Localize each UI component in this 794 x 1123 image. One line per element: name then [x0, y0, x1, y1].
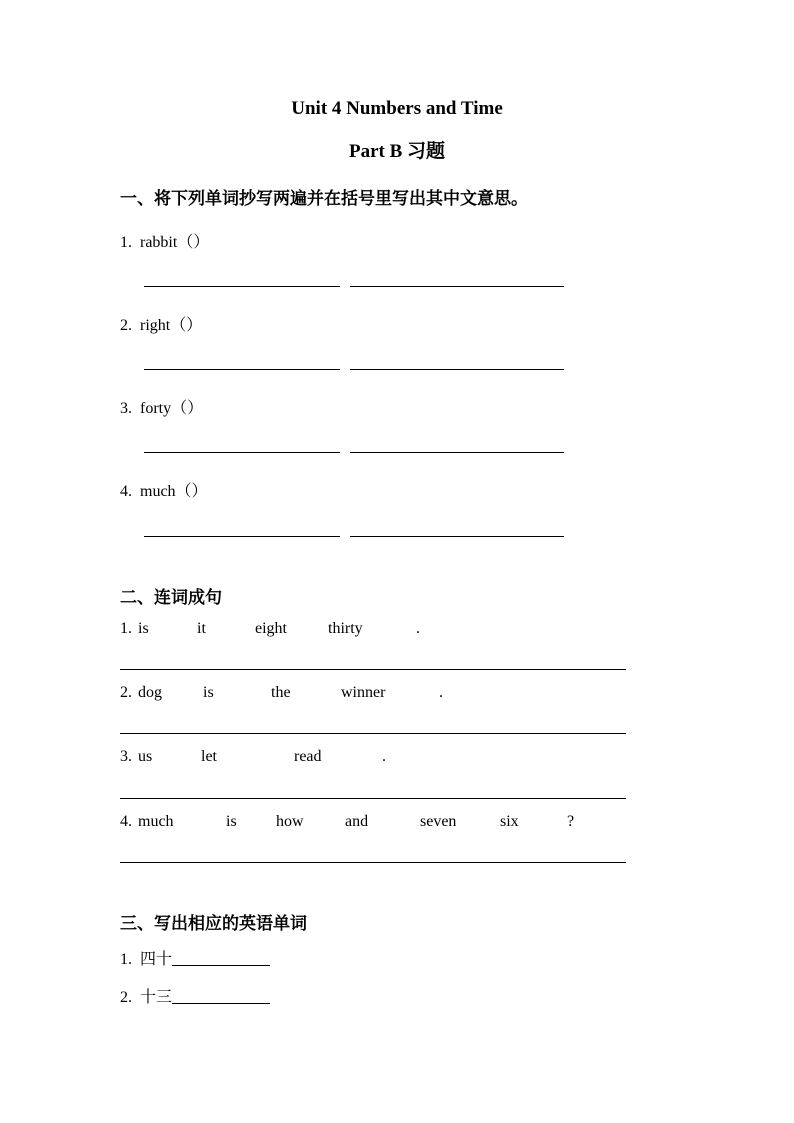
- scrambled-word: eight: [255, 620, 287, 637]
- item-number: 2.: [120, 989, 132, 1006]
- section1-heading: 一、将下列单词抄写两遍并在括号里写出其中文意思。: [120, 189, 528, 208]
- sentence-number: 4.: [120, 813, 132, 830]
- scrambled-word: much: [138, 813, 174, 830]
- item-word: 四十: [140, 951, 173, 968]
- scrambled-word: winner: [341, 684, 386, 701]
- item-word: 十三: [140, 989, 173, 1006]
- answer-line[interactable]: [120, 733, 626, 734]
- scrambled-word: let: [201, 748, 217, 765]
- page-title: Unit 4 Numbers and Time: [291, 98, 503, 119]
- item-word: right（）: [140, 317, 203, 334]
- answer-blank[interactable]: [144, 452, 340, 453]
- scrambled-word: read: [294, 748, 322, 765]
- answer-line[interactable]: [120, 669, 626, 670]
- answer-blank[interactable]: [172, 951, 270, 966]
- answer-blank[interactable]: [144, 369, 340, 370]
- item-number: 2.: [120, 317, 132, 334]
- section2-heading: 二、连词成句: [120, 588, 222, 607]
- item-word: rabbit（）: [140, 234, 210, 251]
- scrambled-word: thirty: [328, 620, 363, 637]
- answer-blank[interactable]: [172, 989, 270, 1004]
- item-number: 1.: [120, 951, 132, 968]
- page-subtitle: Part B 习题: [348, 141, 446, 162]
- scrambled-word: .: [439, 684, 443, 701]
- answer-blank[interactable]: [144, 536, 340, 537]
- scrambled-word: and: [345, 813, 369, 830]
- item-word: much（）: [140, 483, 208, 500]
- answer-line[interactable]: [120, 798, 626, 799]
- answer-blank[interactable]: [350, 452, 564, 453]
- section3-heading: 三、写出相应的英语单词: [120, 914, 307, 933]
- item-word: forty（）: [140, 400, 204, 417]
- scrambled-word: .: [382, 748, 386, 765]
- answer-blank[interactable]: [350, 536, 564, 537]
- answer-blank[interactable]: [350, 286, 564, 287]
- item-number: 1.: [120, 234, 132, 251]
- scrambled-word: seven: [420, 813, 457, 830]
- item-number: 3.: [120, 400, 132, 417]
- section3-item-2: [120, 984, 270, 1007]
- section1-item-4: [120, 478, 208, 501]
- section1-item-3: [120, 395, 203, 418]
- answer-blank[interactable]: [350, 369, 564, 370]
- scrambled-word: is: [138, 620, 149, 637]
- answer-line[interactable]: [120, 862, 626, 863]
- sentence-number: 2.: [120, 684, 132, 701]
- scrambled-word: six: [500, 813, 519, 830]
- scrambled-word: dog: [138, 684, 162, 701]
- section3-item-1: [120, 946, 270, 969]
- scrambled-word: ?: [567, 813, 575, 830]
- scrambled-word: how: [276, 813, 304, 830]
- sentence-number: 3.: [120, 748, 132, 765]
- section1-item-2: [120, 312, 202, 335]
- item-number: 4.: [120, 483, 132, 500]
- scrambled-word: the: [271, 684, 291, 701]
- scrambled-word: us: [138, 748, 153, 765]
- sentence-number: 1.: [120, 620, 132, 637]
- section1-item-1: [120, 229, 209, 252]
- scrambled-word: is: [226, 813, 237, 830]
- answer-blank[interactable]: [144, 286, 340, 287]
- scrambled-word: is: [203, 684, 214, 701]
- scrambled-word: .: [416, 620, 420, 637]
- scrambled-word: it: [197, 620, 206, 637]
